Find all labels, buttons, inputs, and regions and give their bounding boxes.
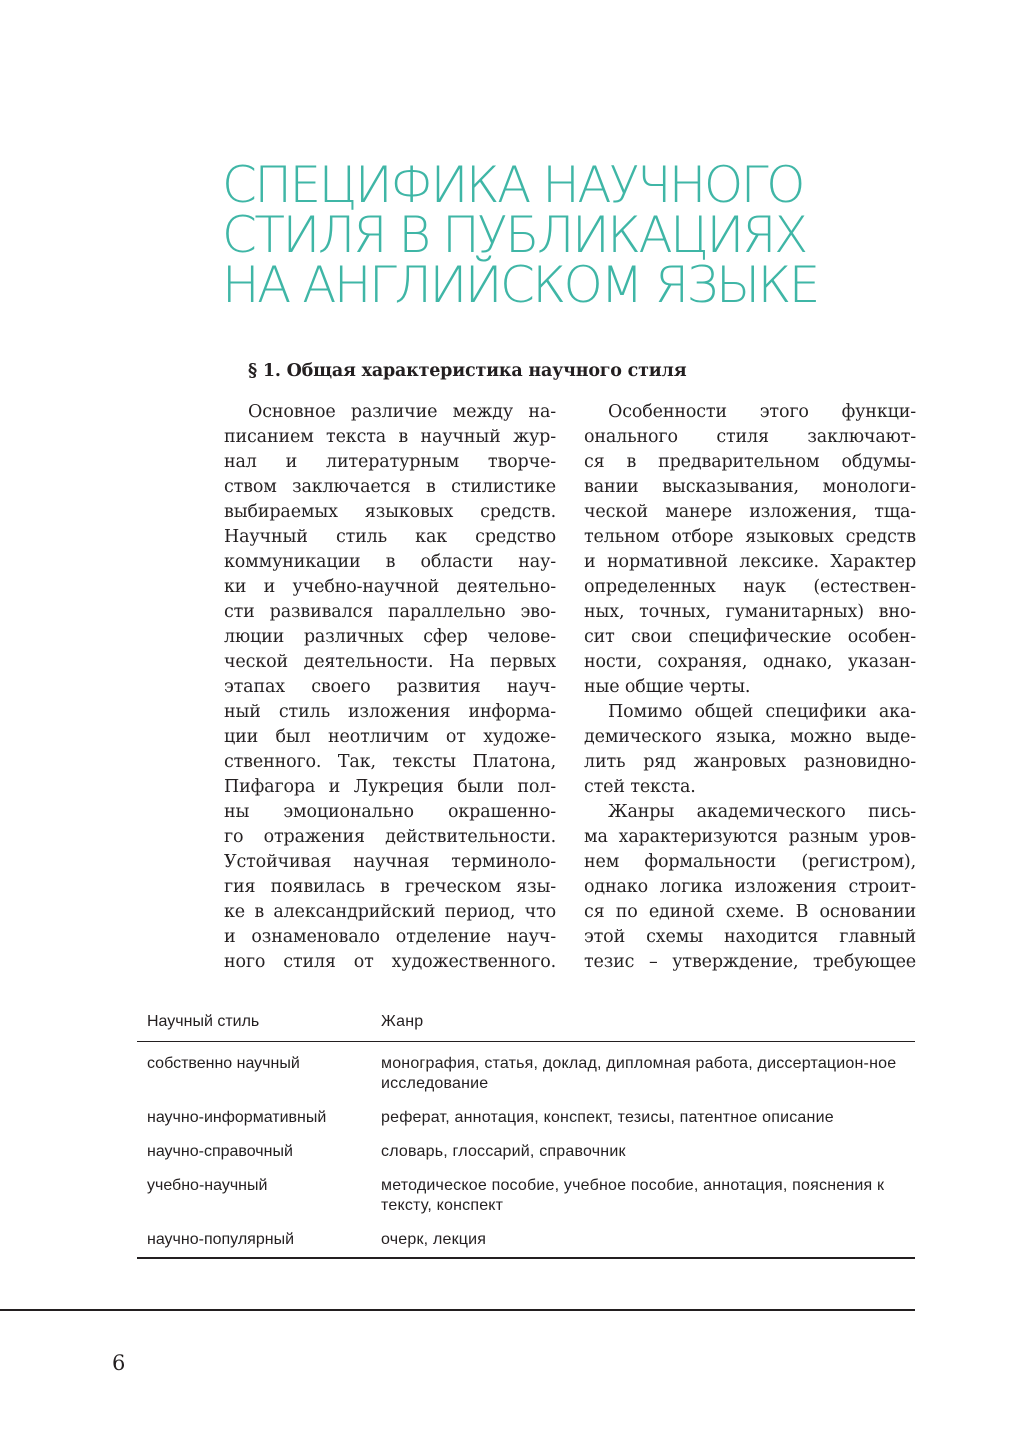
- table-row: [137, 1136, 915, 1170]
- chapter-title-line: СТИЛЯ В ПУБЛИКАЦИЯХ: [222, 206, 806, 264]
- style-cell: научно-популярный: [137, 1224, 371, 1258]
- text-line: и ознаменовало отделение науч-: [224, 927, 556, 947]
- text-line: ма характеризуются разным уров-: [584, 827, 916, 847]
- text-line: вании высказывания, монологи-: [584, 477, 916, 497]
- text-line: Основное различие между на-: [248, 402, 556, 422]
- text-line: ного стиля от художественного.: [224, 952, 556, 972]
- text-line: писанием текста в научный жур-: [224, 427, 556, 447]
- text-line: Особенности этого функци-: [608, 402, 916, 422]
- text-line: Помимо общей специфики ака-: [608, 702, 916, 722]
- text-line: ческой манере изложения, тща-: [584, 502, 916, 522]
- text-line: Пифагора и Лукреция были пол-: [224, 777, 556, 797]
- table-row: [137, 1042, 915, 1103]
- text-line: онального стиля заключают-: [584, 427, 916, 447]
- chapter-title: [222, 156, 922, 314]
- genre-cell: монография, статья, доклад, дипломная работа, диссертацион-ное исследование: [381, 1055, 897, 1092]
- style-cell: научно-информативный: [147, 1109, 327, 1126]
- text-line: определенных наук (естествен-: [584, 577, 916, 597]
- text-line: ны эмоционально окрашенно-: [224, 802, 556, 822]
- chapter-title-line: СПЕЦИФИКА НАУЧНОГО: [222, 156, 803, 214]
- paragraph: [584, 700, 916, 800]
- text-line: Устойчивая научная терминоло-: [224, 852, 556, 872]
- paragraph: [224, 400, 556, 975]
- text-line: этапах своего развития науч-: [224, 677, 556, 697]
- text-line: сти развивался параллельно эво-: [224, 602, 556, 622]
- table-row: [137, 1170, 915, 1224]
- paragraph: [584, 800, 916, 975]
- text-line: нал и литературным творче-: [224, 452, 556, 472]
- text-line: ных, точных, гуманитарных) вно-: [584, 602, 916, 622]
- text-line: нем формальности (регистром),: [584, 852, 916, 872]
- body-column-right: [584, 400, 916, 975]
- text-line: этой схемы находится главный: [584, 927, 916, 947]
- table-header-row: [137, 1007, 915, 1042]
- body-column-left: [224, 400, 556, 975]
- genre-cell: словарь, глоссарий, справочник: [381, 1143, 626, 1160]
- text-line: ные общие черты.: [584, 677, 751, 697]
- style-cell: научно-справочный: [147, 1143, 293, 1160]
- page-number: 6: [112, 1351, 126, 1375]
- text-line: выбираемых языковых средств.: [224, 502, 556, 522]
- column-header-genre: Жанр: [371, 1007, 915, 1042]
- text-line: ности, сохраняя, однако, указан-: [584, 652, 916, 672]
- table-row: [137, 1224, 915, 1258]
- text-line: го отражения действительности.: [224, 827, 556, 847]
- text-line: ки и учебно-научной деятельно-: [224, 577, 556, 597]
- text-line: тельном отборе языковых средств: [584, 527, 916, 547]
- text-line: ством заключается в стилистике: [224, 477, 556, 497]
- text-line: ции был неотличим от художе-: [224, 727, 556, 747]
- text-line: коммуникации в области нау-: [224, 552, 556, 572]
- text-line: и нормативной лексике. Характер: [584, 552, 916, 572]
- text-line: люции различных сфер челове-: [224, 627, 556, 647]
- footer-rule: [0, 1309, 915, 1311]
- text-line: стей текста.: [584, 777, 696, 797]
- text-line: ся в предварительном обдумы-: [584, 452, 916, 472]
- text-line: ческой деятельности. На первых: [224, 652, 556, 672]
- table-row: [137, 1102, 915, 1136]
- column-header-style: Научный стиль: [137, 1007, 371, 1042]
- text-line: ке в александрийский период, что: [224, 902, 556, 922]
- text-line: тезис – утверждение, требующее: [584, 952, 916, 972]
- genre-table: [137, 1007, 915, 1259]
- text-line: ный стиль изложения информа-: [224, 702, 556, 722]
- text-line: лить ряд жанровых разновидно-: [584, 752, 916, 772]
- genre-cell: методическое пособие, учебное пособие, аннотация, пояснения к тексту, конспект: [381, 1177, 885, 1214]
- text-line: Научный стиль как средство: [224, 527, 556, 547]
- paragraph: [584, 400, 916, 700]
- text-line: ственного. Так, тексты Платона,: [224, 752, 556, 772]
- genre-cell: реферат, аннотация, конспект, тезисы, патентное описание: [381, 1109, 834, 1126]
- text-line: демического языка, можно выде-: [584, 727, 916, 747]
- text-line: сит свои специфические особен-: [584, 627, 916, 647]
- genre-cell: очерк, лекция: [371, 1224, 915, 1258]
- chapter-title-line: НА АНГЛИЙСКОМ ЯЗЫКЕ: [222, 256, 818, 314]
- section-heading: § 1. Общая характеристика научного стиля: [248, 361, 687, 381]
- text-line: ся по единой схеме. В основании: [584, 902, 916, 922]
- style-cell: учебно-научный: [147, 1177, 268, 1194]
- text-line: гия появилась в греческом язы-: [224, 877, 556, 897]
- text-line: Жанры академического пись-: [608, 802, 916, 822]
- text-line: однако логика изложения строит-: [584, 877, 916, 897]
- style-cell: собственно научный: [147, 1055, 300, 1072]
